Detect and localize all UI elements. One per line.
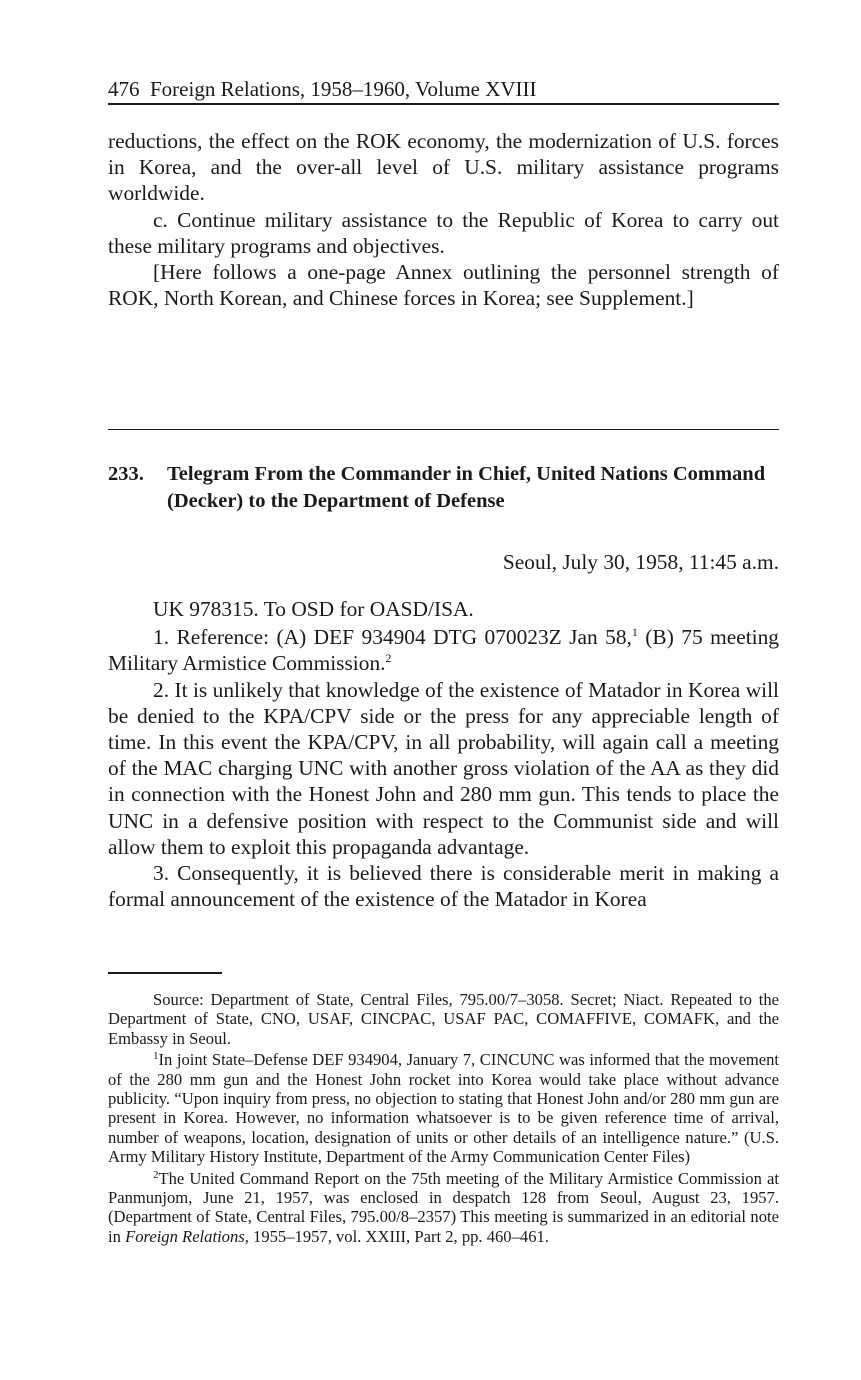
document-heading bbox=[108, 461, 779, 515]
section-divider bbox=[108, 429, 779, 430]
continuation-text bbox=[108, 128, 779, 311]
source-note: Source: Department of State, Central Files, 795.00/7–3058. Secret; Niact. Repeated to the Department of State, CNO, USAF, CINCPAC, USAF PAC, COMAFFIVE, COMAFK, and the Embassy in Seoul. bbox=[108, 990, 779, 1048]
document-page bbox=[108, 0, 779, 1380]
footnote-2-italic-title: Foreign Relations, bbox=[125, 1226, 249, 1246]
footnote-ref-1[interactable]: 1 bbox=[631, 625, 638, 640]
footnote-rule bbox=[108, 972, 222, 974]
footnotes bbox=[108, 990, 779, 1248]
paragraph-1-text-a: 1. Reference: (A) DEF 934904 DTG 070023Z Jan 58, bbox=[153, 625, 632, 650]
paragraph-1 bbox=[108, 624, 779, 676]
footnote-2-text-b: 1955–1957, vol. XXIII, Part 2, pp. 460–461. bbox=[248, 1226, 549, 1246]
telegram-opening: UK 978315. To OSD for OASD/ISA. bbox=[153, 597, 474, 621]
running-header bbox=[108, 76, 779, 102]
running-title: Foreign Relations, 1958–1960, Volume XVIII bbox=[150, 77, 537, 101]
footnote-1-marker: 1 bbox=[153, 1050, 159, 1063]
footnote-2 bbox=[108, 1169, 779, 1247]
page-number: 476 bbox=[108, 77, 140, 101]
paragraph-c: c. Continue military assistance to the Republic of Korea to carry out these military programs and objectives. bbox=[108, 207, 779, 258]
document-title: Telegram From the Commander in Chief, United Nations Command (Decker) to the Department of Defense bbox=[167, 463, 766, 512]
continuation-paragraph: reductions, the effect on the ROK economy, the modernization of U.S. forces in Korea, and the over-all level of U.S. military assistance programs worldwide. bbox=[108, 129, 779, 206]
footnote-1-text: In joint State–Defense DEF 934904, January 7, CINCUNC was informed that the movement of the 280 mm gun and the Honest John rocket into Korea would take place without advance publicity. “Upon inquiry from press, no objection to stating that Honest John and/or 280 mm gun are present in Korea. However, no information whatsoever is to be given reference time of arrival, number of weapons, location, designation of units or other details of an intelligence nature.” (U.S. Army Military History Institute, Department of the Army Communication Center Files) bbox=[108, 1050, 779, 1167]
header-rule bbox=[108, 103, 779, 105]
footnote-2-marker: 2 bbox=[153, 1168, 159, 1181]
telegram-body bbox=[108, 596, 779, 912]
dateline: Seoul, July 30, 1958, 11:45 a.m. bbox=[502, 550, 779, 574]
footnote-1 bbox=[108, 1050, 779, 1166]
footnote-ref-2[interactable]: 2 bbox=[385, 651, 392, 666]
footnote-2-text-a: The United Command Report on the 75th meeting of the Military Armistice Commission at Panmunjom, June 21, 1957, was enclosed in despatch 128 from Seoul, August 23, 1957. (Department of State, Central Files, 795.00/8–2357) This meeting is summarized in an editorial note in bbox=[108, 1168, 779, 1246]
document-number: 233. bbox=[108, 463, 144, 485]
annex-note: [Here follows a one-page Annex outlining the personnel strength of ROK, North Korean, and Chinese forces in Korea; see Supplement.] bbox=[108, 260, 779, 311]
paragraph-1-text-b: (B) 75 meeting Military Armistice Commission. bbox=[108, 625, 779, 676]
paragraph-3: 3. Consequently, it is believed there is considerable merit in making a formal announcement of the existence of the Matador in Korea bbox=[108, 861, 779, 912]
paragraph-2: 2. It is unlikely that knowledge of the existence of Matador in Korea will be denied to the KPA/CPV side or the press for any appreciable length of time. In this event the KPA/CPV, in all probability, will again call a meeting of the MAC charging UNC with another gross violation of the AA as they did in connection with the Honest John and 280 mm gun. This tends to place the UNC in a defensive position with respect to the Communist side and will allow them to exploit this propaganda advantage. bbox=[108, 677, 779, 859]
